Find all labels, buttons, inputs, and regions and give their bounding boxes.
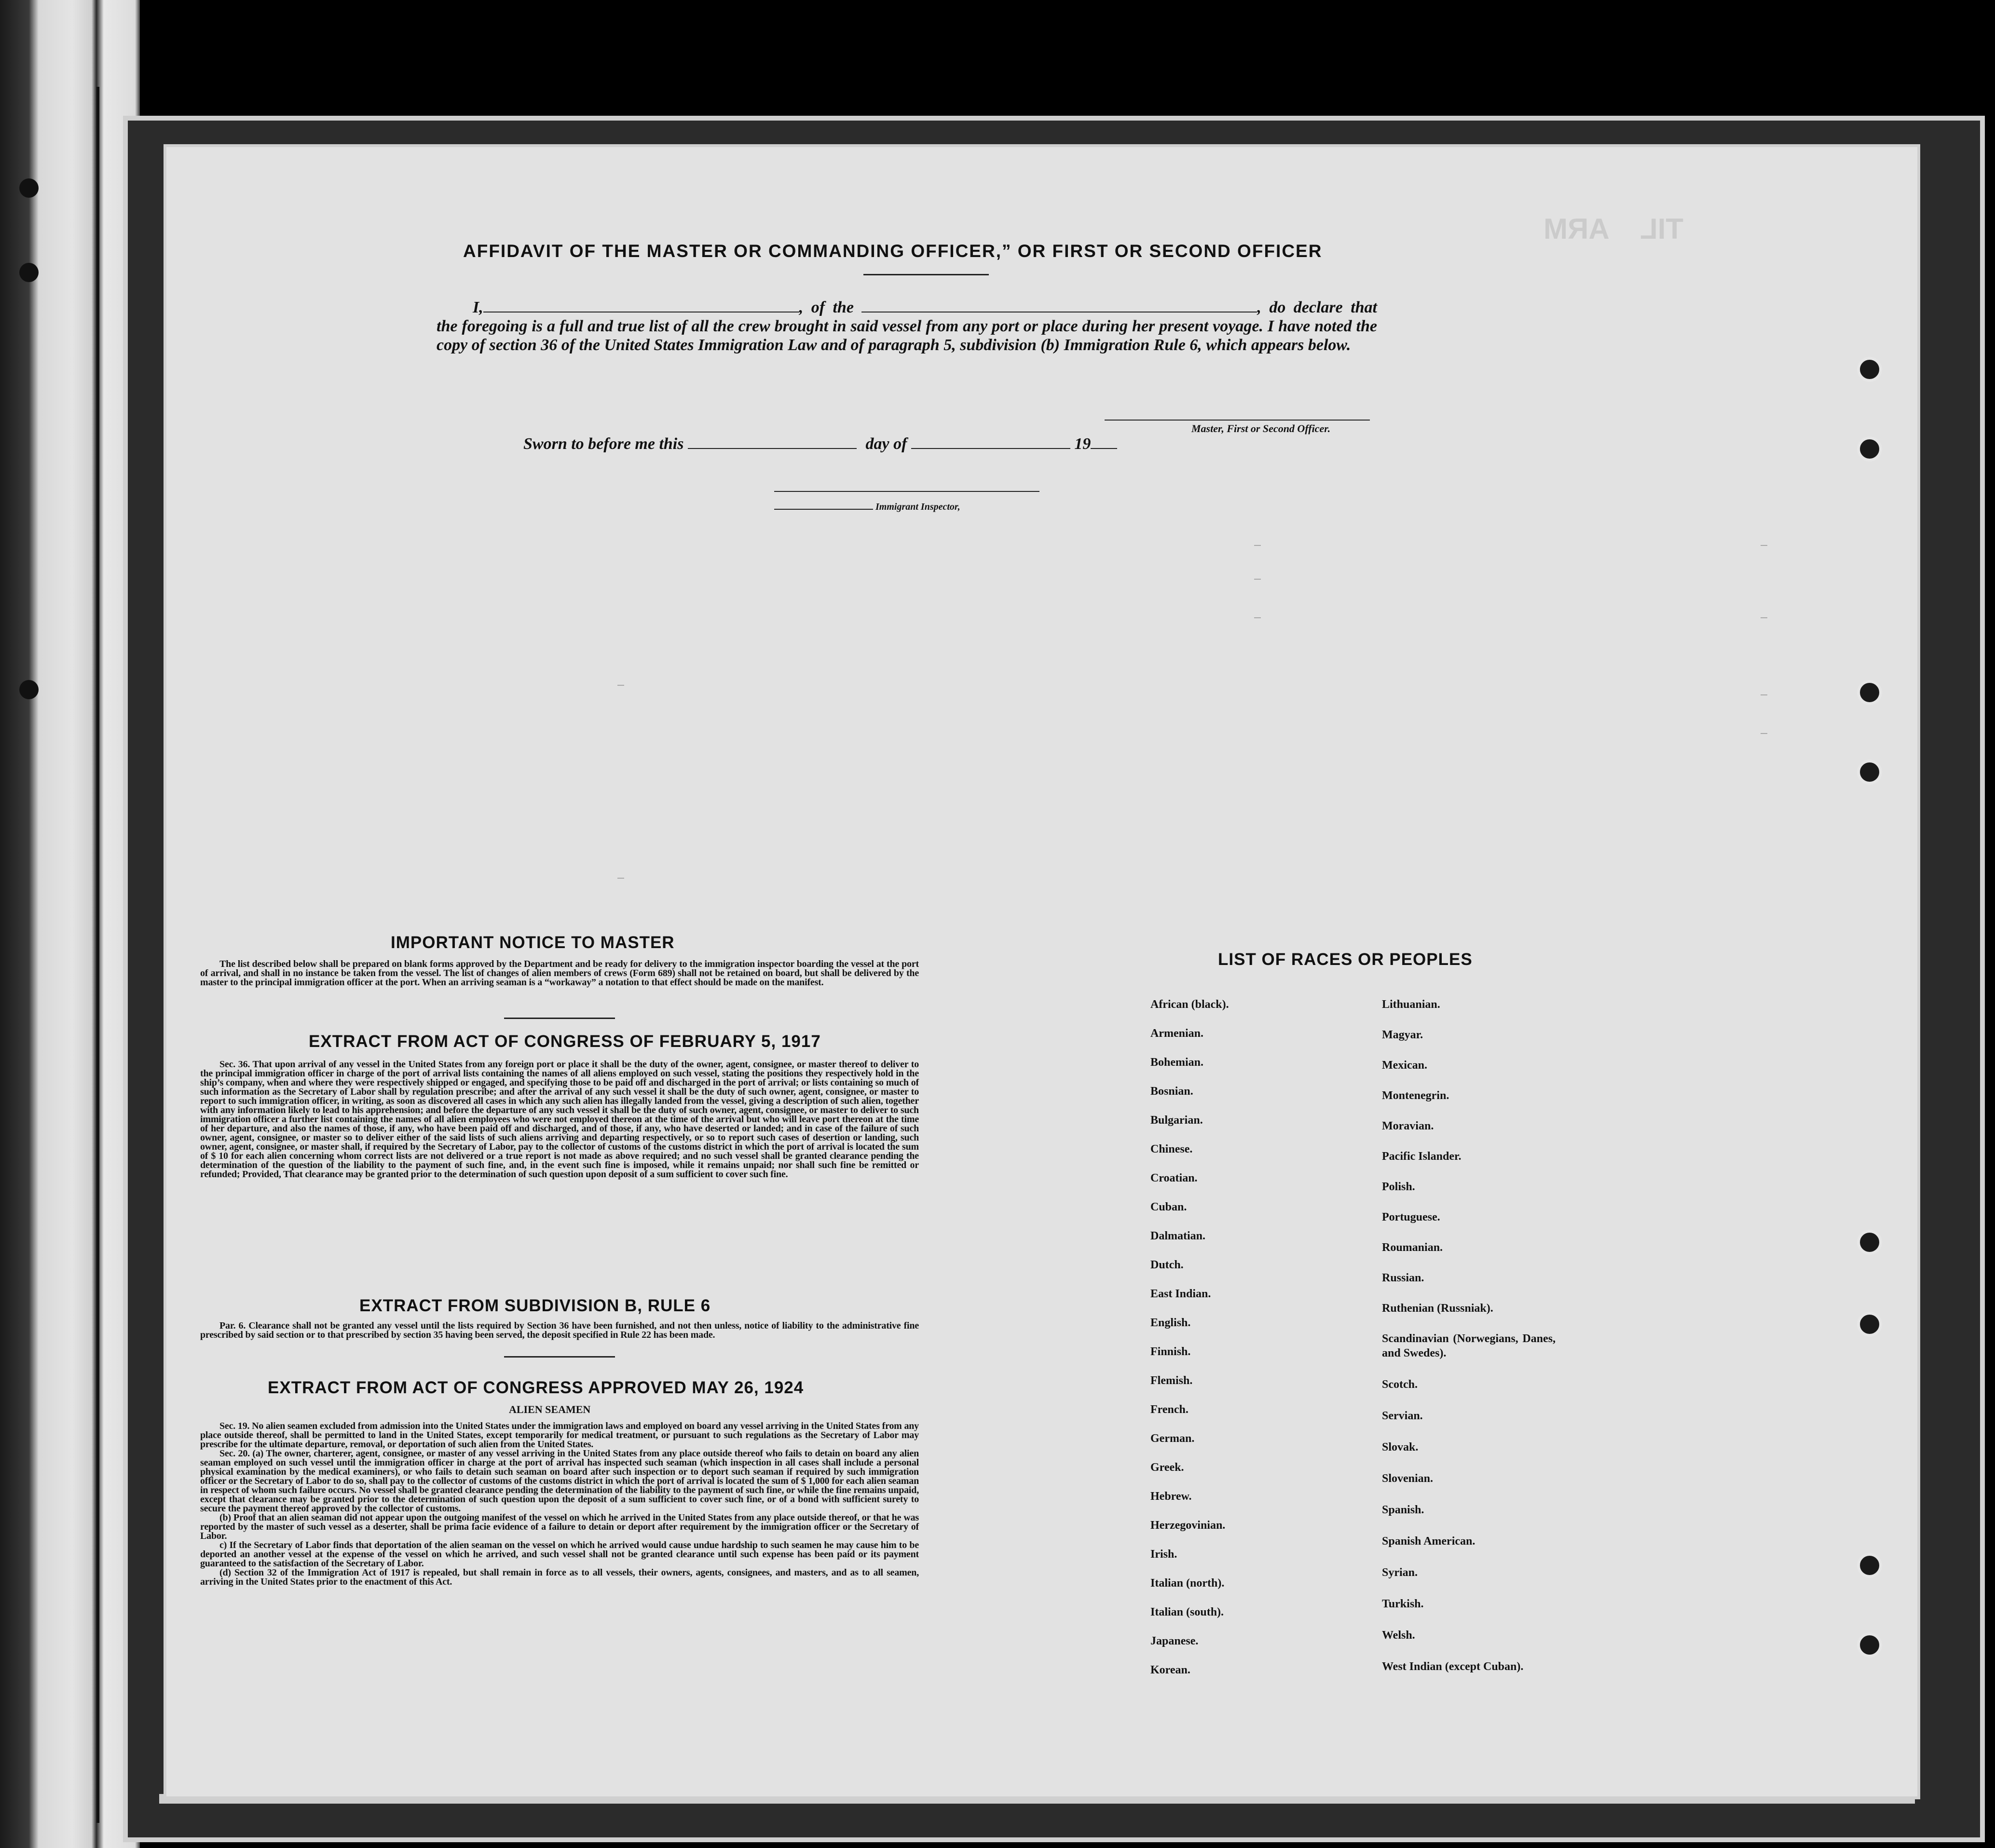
race-item: Polish. [1382,1181,1415,1193]
race-item: Portuguese. [1382,1211,1440,1223]
binder-hole [19,178,39,198]
bleed-through-mark [1761,694,1767,695]
bleed-through-mark [1254,579,1261,580]
bleed-through-text: TIL [1640,213,1683,245]
extract-rule6-paragraph: Par. 6. Clearance shall not be granted any vessel until the lists required by Section 36 have been furnished, and not then unless, notice of liability to the administrative fine prescribed by said section or to that prescribed by section 35 having been served, the deposit specified in Rule 22 has been made. [200,1320,919,1340]
inspector-blank[interactable] [774,503,873,510]
punch-hole [1857,436,1882,462]
race-item: Greek. [1150,1461,1184,1474]
punch-hole [1857,1312,1882,1337]
extract-rule6-text [200,1321,919,1340]
race-item: Mexican. [1382,1059,1427,1072]
race-item: English. [1150,1317,1191,1329]
race-item: Spanish American. [1382,1535,1476,1548]
name-blank[interactable] [483,299,799,313]
race-item: Ruthenian (Russniak). [1382,1302,1493,1315]
race-item: West Indian (except Cuban). [1382,1660,1524,1673]
of-the-label: , of the [799,299,854,316]
affidavit-statement: that the foregoing is a full and true list of all the crew brought in said vessel from any port or place during her present voyage. I have noted the copy of section 36 of the United States Immigration Law and of paragraph 5, subdivision (b) Immigration Rule 6, which appears below. [437,299,1377,354]
inspector-caption-row [774,502,960,513]
bleed-through-mark [1761,545,1767,546]
vessel-blank[interactable] [861,299,1257,313]
race-item: East Indian. [1150,1288,1211,1300]
do-declare-label: , do declare [1257,299,1343,316]
day-of-label: day of [865,435,907,453]
punch-hole [1857,760,1882,785]
race-item: Syrian. [1382,1566,1418,1579]
race-item: Irish. [1150,1548,1177,1561]
notice-rule [504,1018,615,1019]
race-item: Hebrew. [1150,1490,1192,1503]
bleed-through-mark [617,878,624,879]
punch-hole [1857,1553,1882,1578]
race-item: Chinese. [1150,1143,1193,1155]
race-item: Lithuanian. [1382,998,1440,1011]
signature-line[interactable] [1105,420,1370,421]
binder-hole [19,263,39,282]
race-item: Finnish. [1150,1345,1191,1358]
race-item: Italian (south). [1150,1606,1224,1618]
race-item: Welsh. [1382,1629,1415,1642]
race-item: Croatian. [1150,1172,1198,1184]
extract-1924-paragraph: (d) Section 32 of the Immigration Act of 1917 is repealed, but shall remain in force as to all vessels, their owners, agents, consignees, and masters, and as to all seamen, arriving in the United States prior to the enactment of this Act. [200,1567,919,1587]
extract-rule6-title: EXTRACT FROM SUBDIVISION B, RULE 6 [359,1296,711,1315]
race-item: Bohemian. [1150,1056,1204,1069]
race-item: Armenian. [1150,1027,1203,1040]
i-label: I, [473,299,483,316]
sworn-label: Sworn to before me this [523,435,684,453]
race-item: Servian. [1382,1410,1423,1422]
extract-1917-paragraph: Sec. 36. That upon arrival of any vessel in the United States from any foreign port or place it shall be the duty of the owner, agent, consignee, or master thereof to deliver to the principal immigration officer in charge of the port of arrival lists containing the names of all aliens employed on such vessel, stating the positions they respectively hold in the ship’s company, when and where they were respectively shipped or engaged, and specifying those to be paid off and discharged in the port of arrival; or lists containing so much of such information as the Secretary of Labor shall by regulation prescribe; and after the arrival of any such vessel it shall be the duty of such owner, agent, consignee, or master to report to such immigration officer, in writing, as soon as discovered all cases in which any such alien has illegally landed from the vessel, giving a description of such alien, together with any information likely to lead to his apprehension; and before the departure of any such vessel it shall be the duty of such owner, agent, consignee, or master to deliver to such immigration officer a further list containing the names of all alien employees who were not employed thereon at the time of the arrival but who will leave port thereon at the time of her departure, and also the names of those, if any, who have been paid off and discharged, and of those, if any, who have deserted or landed; and in case of the failure of such owner, agent, consignee, or master so to deliver either of the said lists of such aliens arriving and departing respectively, or so to report such cases of desertion or landing, such owner, agent, consignee, or master shall, if required by the Secretary of Labor, pay to the collector of customs of the customs district in which the port of arrival is located the sum of $ 10 for each alien concerning whom correct lists are not delivered or a true report is not made as above required; and no such vessel shall be granted clearance pending the determination of the question of the liability to the payment of such fine, and, in the event such fine is imposed, while it remains unpaid; nor shall such fine be remitted or refunded; Provided, That clearance may be granted prior to the determination of such question upon deposit of a sum sufficient to cover such fine. [200,1059,919,1180]
race-item: Magyar. [1382,1029,1423,1041]
punch-hole [1857,1632,1882,1658]
alien-seamen-subtitle: ALIEN SEAMEN [509,1403,591,1415]
bleed-through-mark [617,685,624,686]
year-blank[interactable] [1091,435,1117,449]
extract-1924-title: EXTRACT FROM ACT OF CONGRESS APPROVED MAY 26, 1924 [268,1378,804,1397]
race-item: Russian. [1382,1272,1424,1284]
race-item: Spanish. [1382,1504,1424,1516]
bleed-through-mark [1761,733,1767,734]
race-item: German. [1150,1432,1195,1445]
affidavit-title: AFFIDAVIT OF THE MASTER OR COMMANDING OFFICER,” OR FIRST OR SECOND OFFICER [463,241,1323,261]
race-item: Roumanian. [1382,1241,1443,1254]
inspector-caption: Immigrant Inspector, [875,502,960,512]
race-item: Turkish. [1382,1598,1424,1610]
year-prefix: 19 [1074,435,1091,453]
race-item: Scandinavian (Norwegians, Danes, and Swedes). [1382,1332,1556,1359]
month-blank[interactable] [911,435,1070,449]
race-item: Korean. [1150,1664,1190,1676]
bleed-through-mark [1254,617,1261,618]
race-item: Herzegovinian. [1150,1519,1226,1532]
races-title: LIST OF RACES OR PEOPLES [1218,950,1473,969]
race-item: Bosnian. [1150,1085,1193,1098]
affidavit-text [437,298,1377,354]
race-item: Montenegrin. [1382,1089,1449,1102]
bleed-through-mark [1254,545,1261,546]
race-item: Slovak. [1382,1441,1419,1454]
binder-hole [19,680,39,699]
race-item: African (black). [1150,998,1229,1011]
extract-1917-text [200,1060,919,1179]
extract-1917-title: EXTRACT FROM ACT OF CONGRESS OF FEBRUARY 5, 1917 [309,1032,821,1051]
race-item: Italian (north). [1150,1577,1225,1590]
notice-title: IMPORTANT NOTICE TO MASTER [391,933,675,952]
race-item: French. [1150,1403,1189,1416]
signature-caption: Master, First or Second Officer. [1191,422,1331,435]
race-item: Cuban. [1150,1201,1187,1213]
punch-hole [1857,357,1882,382]
extract-1924-paragraph: Sec. 20. (a) The owner, charterer, agent, consignee, or master of any vessel arriving in the United States from any place outside thereof who fails to detain on board any alien seaman employed on such vessel until the immigration officer in charge at the port of arrival has inspected such seaman (which inspection in all cases shall include a personal physical examination by the medical examiners), or who fails to detain such seaman on board after such inspection or to deport such seaman if required by such immigration officer or the Secretary of Labor to do so, shall pay to the collector of customs of the customs district in which the port of arrival is located the sum of $ 1,000 for each alien seaman in respect of whom such failure occurs. No vessel shall be granted clearance pending the determination of the liability to the payment of such fine, or while the fine remains unpaid, except that clearance may be granted prior to the determination of such question upon the deposit of a sum sufficient to cover such fine, or of a bond with sufficient surety to secure the payment thereof approved by the collector of customs. [200,1448,919,1514]
race-item: Scotch. [1382,1378,1418,1391]
race-item: Bulgarian. [1150,1114,1203,1127]
race-item: Dutch. [1150,1259,1184,1271]
extract-1924-paragraph: Sec. 19. No alien seamen excluded from admission into the United States under the immigration laws and employed on board any vessel arriving in the United States from any place outside thereof, shall be permitted to land in the United States, except temporarily for medical treatment, or pursuant to such regulations as the Secretary of Labor may prescribe for the ultimate departure, removal, or deportation of such alien from the United States. [200,1421,919,1450]
race-item: Slovenian. [1382,1472,1434,1485]
extract-1924-paragraph: (b) Proof that an alien seaman did not appear upon the outgoing manifest of the vessel on which he arrived in the United States from any place outside thereof, or that he was reported by the master of such vessel as a deserter, shall be prima facie evidence of a failure to detain or deport after requirement by the immigration officer or the Secretary of Labor. [200,1512,919,1541]
notice-text [200,960,919,987]
day-blank[interactable] [688,435,857,449]
extract-1924-text [200,1422,919,1587]
rule6-rule [504,1356,615,1358]
bleed-through-mark [1761,617,1767,618]
race-item: Pacific Islander. [1382,1150,1462,1163]
race-item: Dalmatian. [1150,1230,1205,1242]
notice-paragraph: The list described below shall be prepared on blank forms approved by the Department and be ready for delivery to the immigration inspector boarding the vessel at the port of arrival, and shall in no instance be taken from the vessel. The list of changes of alien members of crews (Form 689) shall not be retained on board, but shall be delivered by the master to the principal immigration officer at the port. When an arriving seaman is a “workaway” a notation to that effect should be made on the manifest. [200,959,919,988]
extract-1924-paragraph: c) If the Secretary of Labor finds that deportation of the alien seaman on the vessel on which he arrived would cause undue hardship to such seamen he may cause him to be deported an another vessel at the expense of the vessel on which he arrived, and such vessel shall not be granted clearance until such expense has been paid or its payment guaranteed to the satisfaction of the Secretary of Labor. [200,1540,919,1569]
binder-line [96,87,99,1823]
race-item: Moravian. [1382,1120,1434,1132]
race-item: Japanese. [1150,1635,1199,1647]
title-underline [863,274,989,275]
sworn-row [523,435,1117,453]
bleed-through-text: ARM [1544,213,1610,245]
punch-hole [1857,680,1882,705]
punch-hole [1857,1230,1882,1255]
race-item: Flemish. [1150,1374,1193,1387]
inspector-signature-line[interactable] [774,491,1039,492]
